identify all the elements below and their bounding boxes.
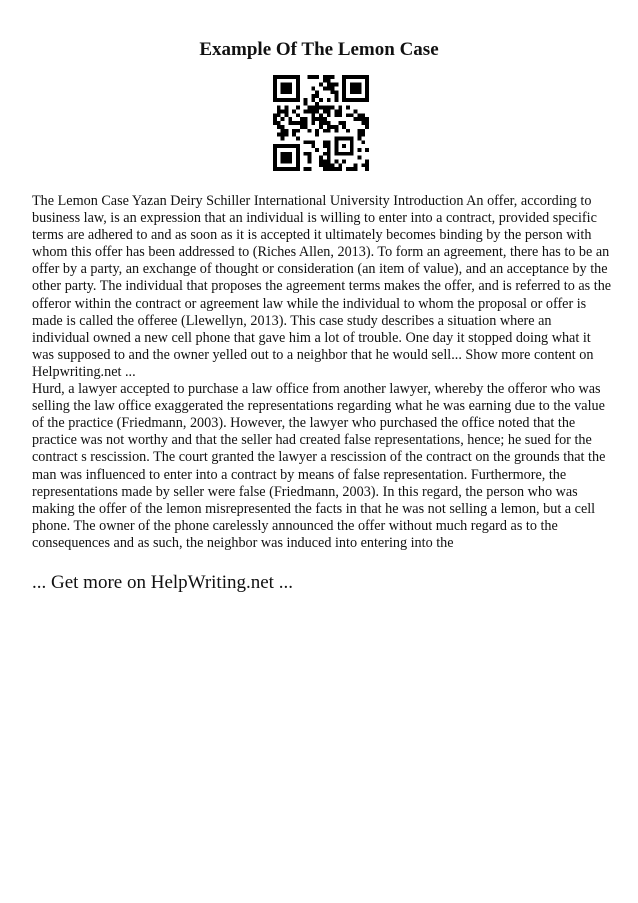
- paragraph-intro: The Lemon Case Yazan Deiry Schiller International University Introduction An offer, according to business law, is an expression that an individual is willing to enter into a contract, provided specific terms are adhered to and as soon as it is accepted it ultimately becomes binding by the person with whom this offer has been addressed to (Riches Allen, 2013). To form an agreement, there has to be an offer by a party, an exchange of thought or consideration (an item of value), and an acceptance by the other party. The individual that proposes the agreement terms makes the offer, and is referred to as the offeror within the contract or agreement law while the individual to whom the proposal or offer is made is called the offeree (Llewellyn, 2013). This case study describes a situation where an individual owned a new cell phone that gave him a lot of trouble. One day it stopped doing what it was supposed to and the owner yelled out to a neighbor that he would sell... Show more content on Helpwriting.net ...: [32, 193, 612, 380]
- paragraph-case: Hurd, a lawyer accepted to purchase a law office from another lawyer, whereby the offeror who was selling the law office exaggerated the representations regarding what he was earning due to the value of the practice (Friedmann, 2003). However, the lawyer who purchased the office noted that the practice was not worthy and that the seller had created false representations, hence; he sued for the contract s rescission. The court granted the lawyer a rescission of the contract on the grounds that the man was influenced to enter into a contract by means of false representation. Furthermore, the representations made by seller were false (Friedmann, 2003). In this regard, the person who was making the offer of the lemon misrepresented the facts in that he was not selling a lemon, but a cell phone. The owner of the phone carelessly announced the offer without much regard as to the consequences and as such, the neighbor was induced into entering into the: [32, 381, 606, 551]
- article-body: [32, 193, 612, 552]
- get-more-link[interactable]: ... Get more on HelpWriting.net ...: [32, 572, 293, 593]
- qr-code-icon: [273, 75, 369, 171]
- page-title: Example Of The Lemon Case: [199, 39, 439, 60]
